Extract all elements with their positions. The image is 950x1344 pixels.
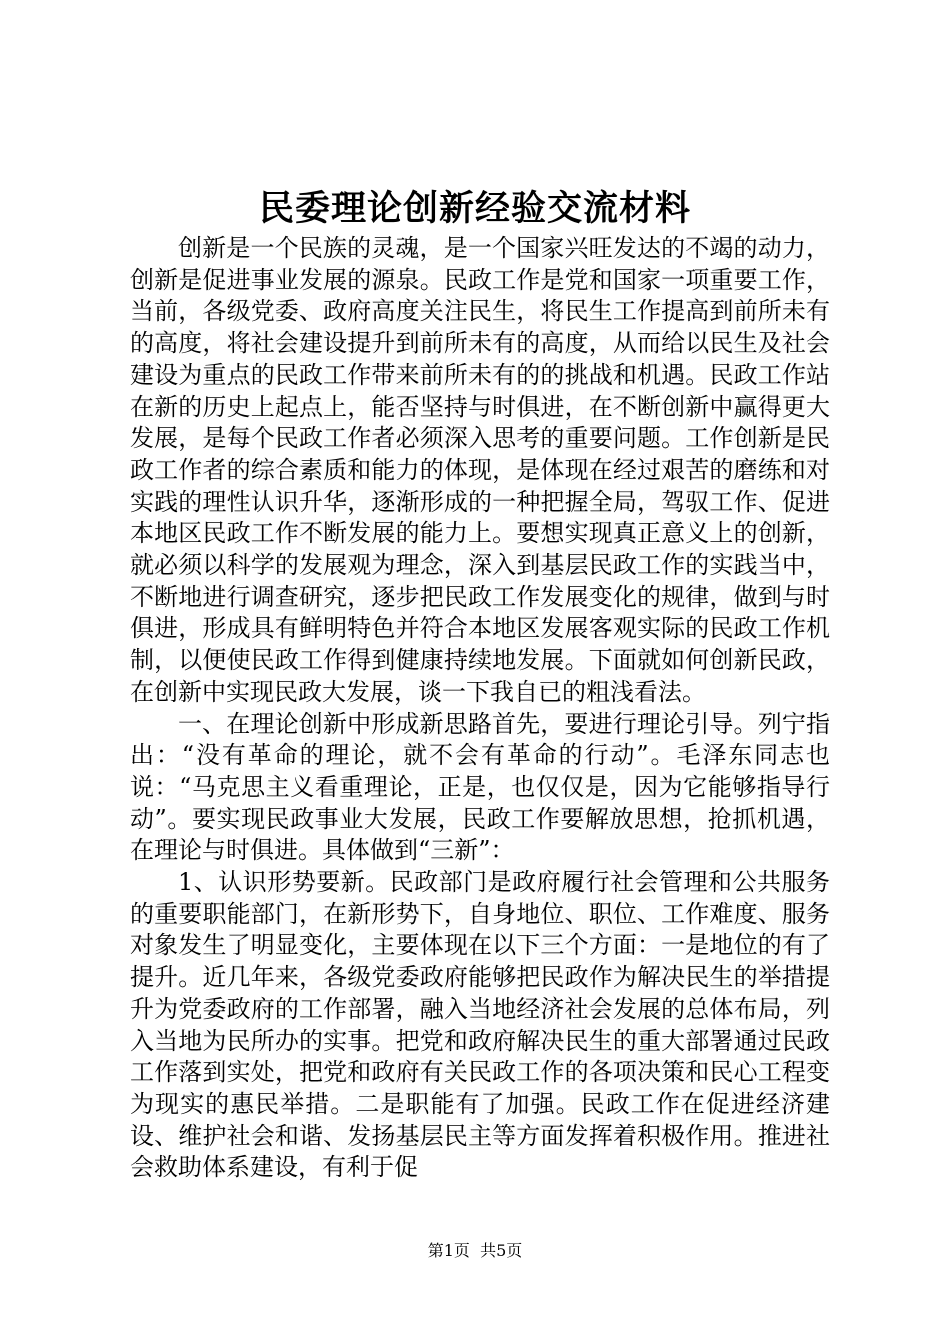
paragraph-point-one: 1、认识形势要新。民政部门是政府履行社会管理和公共服务的重要职能部门，在新形势下，自身地位、职位、工作难度、服务对象发生了明显变化，主要体现在以下三个方面：一是地位的有了提升。近几年来，各级党委政府能够把民政作为解决民生的举措提升为党委政府的工作部署，融入当地经济社会发展的总体布局，列入当地为民所办的实事。把党和政府解决民生的重大部署通过民政工作落到实处，把党和政府有关民政工作的各项决策和民心工程变为现实的惠民举措。二是职能有了加强。民政工作在促进经济建设、维护社会和谐、发扬基层民主等方面发挥着积极作用。推进社会救助体系建设，有利于促 <box>130 868 830 1182</box>
page-number: 第1页 <box>427 1241 470 1260</box>
paragraph-intro: 创新是一个民族的灵魂，是一个国家兴旺发达的不竭的动力，创新是促进事业发展的源泉。民政工作是党和国家一项重要工作，当前，各级党委、政府高度关注民生，将民生工作提高到前所未有的高度，将社会建设提升到前所未有的高度，从而给以民生及社会建设为重点的民政工作带来前所未有的的挑战和机遇。民政工作站在新的历史上起点上，能否坚持与时俱进，在不断创新中赢得更大发展，是每个民政工作者必须深入思考的重要问题。工作创新是民政工作者的综合素质和能力的体现，是体现在经过艰苦的磨练和对实践的理性认识升华，逐渐形成的一种把握全局，驾驭工作、促进本地区民政工作不断发展的能力上。要想实现真正意义上的创新，就必须以科学的发展观为理念，深入到基层民政工作的实践当中，不断地进行调查研究，逐步把民政工作发展变化的规律，做到与时俱进，形成具有鲜明特色并符合本地区发展客观实际的民政工作机制，以便使民政工作得到健康持续地发展。下面就如何创新民政，在创新中实现民政大发展，谈一下我自已的粗浅看法。 <box>130 234 830 706</box>
document-title: 民委理论创新经验交流材料 <box>258 188 691 229</box>
paragraph-section-one: 一、在理论创新中形成新思路首先，要进行理论引导。列宁指出：“没有革命的理论，就不会有革命的行动”。毛泽东同志也说：“马克思主义看重理论，正是，也仅仅是，因为它能够指导行动”。要实现民政事业大发展，民政工作要解放思想，抢抓机遇，在理论与时俱进。具体做到“三新”： <box>130 709 830 865</box>
page-footer <box>0 1241 950 1261</box>
document-body <box>130 233 830 1184</box>
page-total: 共5页 <box>480 1241 523 1260</box>
